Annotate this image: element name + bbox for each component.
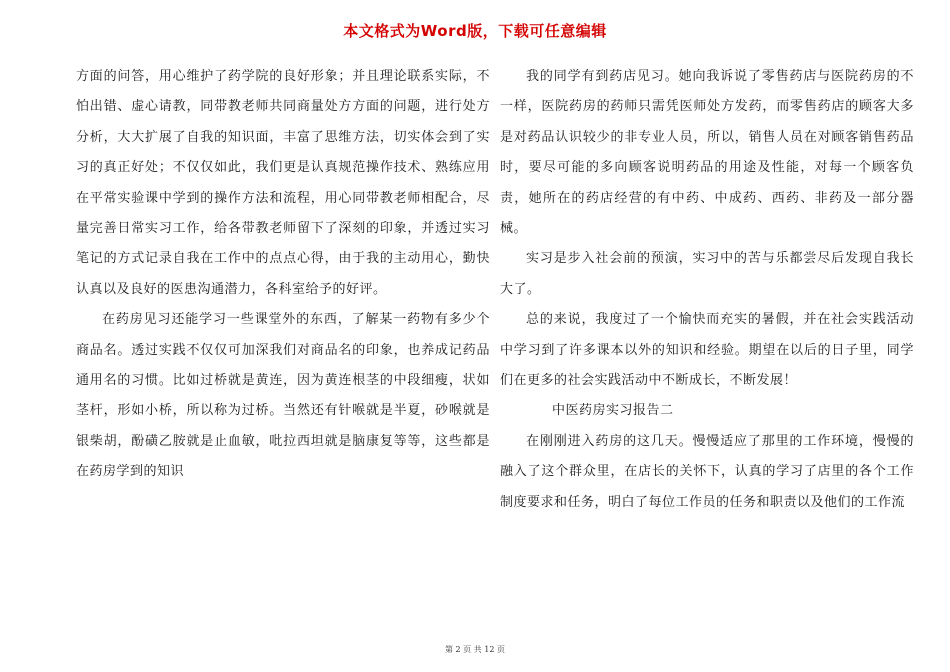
page-footer [0,644,950,655]
right-paragraph-2: 实习是步入社会前的预演，实习中的苦与乐都尝尽后发现自我长大了。 [500,251,914,297]
right-column [500,62,914,518]
left-paragraph-1: 方面的问答，用心维护了药学院的良好形象；并且理论联系实际，不怕出错、虚心请教，同带教老师共同商量处方方面的问题，进行处方分析，大大扩展了自我的知识面，丰富了思维方法，切实体会到了实习的真正好处；不仅仅如此，我们更是认真规范操作技术、熟练应用在平常实验课中学到的操作方法和流程，用心同带教老师相配合，尽量完善日常实习工作，给各带教老师留下了深刻的印象，并透过实习笔记的方式记录自我在工作中的点点心得，由于我的主动用心，勤快认真以及良好的医患沟通潜力，各科室给予的好评。 [76,69,490,297]
right-paragraph-1: 我的同学有到药店见习。她向我诉说了零售药店与医院药房的不一样，医院药房的药师只需凭医师处方发药，而零售药店的顾客大多是对药品认识较少的非专业人员，所以，销售人员在对顾客销售药品时，要尽可能的多向顾客说明药品的用途及性能，对每一个顾客负责，她所在的药店经营的有中药、中成药、西药、非药及一部分器械。 [500,69,914,237]
left-paragraph-2: 在药房见习还能学习一些课堂外的东西，了解某一药物有多少个商品名。透过实践不仅仅可加深我们对商品名的印象，也养成记药品通用名的习惯。比如过桥就是黄连，因为黄连根茎的中段细瘦，状如茎杆，形如小桥，所以称为过桥。当然还有针喉就是半夏，砂喉就是银柴胡，酚磺乙胺就是止血敏，吡拉西坦就是脑康复等等，这些都是在药房学到的知识 [76,312,490,480]
left-column [76,62,490,488]
right-paragraph-4: 在刚刚进入药房的这几天。慢慢适应了那里的工作环境，慢慢的融入了这个群众里，在店长的关怀下，认真的学习了店里的各个工作制度要求和任务，明白了每位工作员的任务和职责以及他们的工作流 [500,433,914,510]
page-number: 第 2 页 共 12 页 [445,645,505,654]
header-title: 本文格式为Word版，下载可任意编辑 [343,22,607,40]
right-paragraph-3: 总的来说，我度过了一个愉快而充实的暑假，并在社会实践活动中学习到了许多课本以外的知识和经验。期望在以后的日子里，同学们在更多的社会实践活动中不断成长，不断发展！ [500,312,914,389]
section-subtitle: 中医药房实习报告二 [552,403,674,419]
document-header [0,20,950,41]
